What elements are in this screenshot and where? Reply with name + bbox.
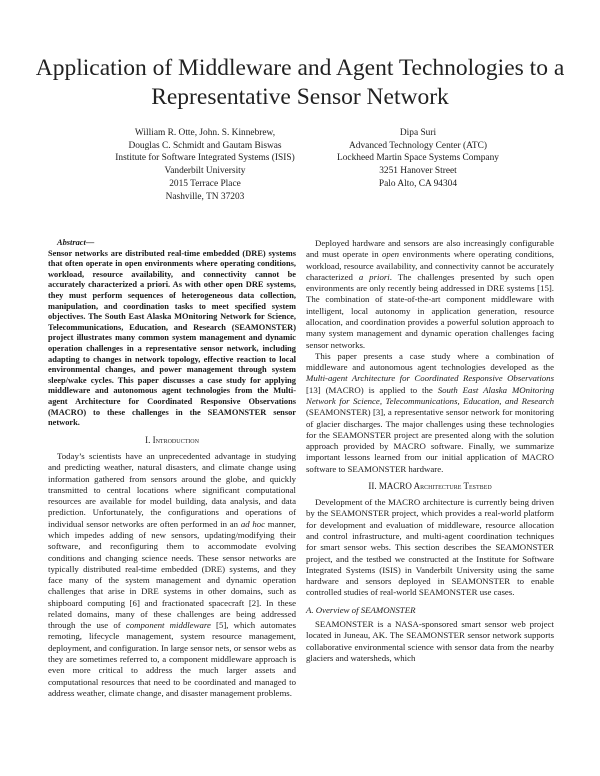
affiliation-line: Institute for Software Integrated Systems (ISIS) [115, 153, 295, 164]
text-run: Today’s scientists have an unprecedented advantage in studying and predicting weather, natural disasters, and climate change using information gathered from sensors around the globe, and quickly transmitted to central locations where significant computational resources are available for model building, data analysis, and data prediction. Unfortunately, the configurations and operations of individual sensor networks are often performed in an [48, 450, 296, 529]
abstract-label: Abstract [57, 238, 86, 247]
affiliation-line: Lockheed Martin Space Systems Company [337, 153, 499, 164]
address-line: Nashville, TN 37203 [165, 191, 245, 202]
text-run: (SEAMONSTER) [3], a representative sensor network for monitoring of glacier discharges. The major challenges using these technologies for the SEAMONSTER project are presented along with the solution approach provided by MACRO software. Finally, we summarize important lessons learned from our initial application of MACRO software to SEAMONSTER hardware. [306, 407, 554, 474]
left-column [48, 238, 296, 699]
intro-paragraph [48, 451, 296, 699]
body-paragraph: SEAMONSTER is a NASA-sponsored smart sensor web project located in Juneau, AK. The SEAMONSTER sensor network supports collaborative environmental science with sensor data from the nearby glaciers and watersheds, which [306, 619, 554, 663]
author-line: Douglas C. Schmidt and Gautam Biswas [128, 140, 282, 151]
text-run: environments where operating conditions, workload, resource availability, and connectivity cannot be accurately characterized [306, 249, 554, 282]
emphasis: ad hoc [240, 518, 266, 529]
emphasis: open [381, 249, 400, 260]
emphasis: component middleware [125, 620, 211, 631]
text-run: Deployed hardware and sensors are also increasingly configurable and must operate in [306, 238, 554, 260]
section-heading-introduction: I. Introduction [145, 434, 199, 445]
abstract-text: Sensor networks are distributed real-time embedded (DRE) systems that often operate in open environments where operating conditions, workload, resource availability, and connectivity cannot be accurately characterized a priori. As with other open DRE systems, they must perform sequences of heterogeneous data collection, manipulation, and coordination tasks to meet specified system objectives. The South East Alaska MOnitoring Network for Science, Telecommunications, Education, and Research (SEAMONSTER) project illustrates many common system management and dynamic operation challenges in a representative sensor network, including adapting to changes in network topology, effective reaction to local environmental changes, and power management through system sleep/wake cycles. This paper discusses a case study for applying middleware and autonomous agent technologies from the Multi-agent Architecture for Coordinated Responsive Observations (MACRO) to these challenges in the SEAMONSTER sensor network. [48, 248, 296, 428]
author-line: William R. Otte, John. S. Kinnebrew, [134, 128, 276, 138]
address-line: 2015 Terrace Place [169, 178, 241, 189]
affiliation-line: Vanderbilt University [164, 166, 246, 177]
text-run: [13] (MACRO) is applied to the [306, 384, 438, 395]
emphasis: South East Alaska MOnitoring Network for Science, Telecommunications, Education, and Research [306, 384, 554, 406]
authors-left-block [100, 127, 310, 203]
author-line: Dipa Suri [399, 128, 437, 138]
section-heading-testbed: II. MACRO Architecture Testbed [368, 480, 492, 491]
emphasis: a priori [358, 271, 390, 282]
affiliation-line: Advanced Technology Center (ATC) [349, 140, 487, 151]
abstract-dash: — [85, 238, 95, 247]
text-run: [5], which automates remoting, lifecycle management, system resource management, deployment, and configuration. In large sensor nets, or sensor webs as they are sometimes referred to, a component middleware approach is even more critical to address the much larger assets and computational resources that need to be coordinated and managed to address weather, climate change, and disaster management problems. [48, 620, 296, 698]
address-line: Palo Alto, CA 94304 [378, 178, 458, 189]
body-paragraph: Development of the MACRO architecture is currently being driven by the SEAMONSTER project, which provides a real-world platform for development and evaluation of middleware, resource allocation and control infrastructure, and multi-agent coordination techniques for smart sensor webs. This section describes the SEAMONSTER project, and the testbed we constructed at the Institute for Software Integrated Systems (ISIS) in Vanderbilt University using the same hardware and sensors deployed in SEAMONSTER to enable controlled studies of real-world SEAMONSTER use cases. [306, 497, 554, 598]
authors-right-block [318, 127, 518, 191]
text-run: This paper presents a case study where a combination of middleware and autonomous agent technologies developed as the [306, 350, 554, 373]
abstract [48, 238, 296, 429]
body-paragraph [306, 351, 554, 475]
emphasis: Multi-agent Architecture for Coordinated Responsive Observations [306, 373, 554, 384]
right-column [306, 238, 554, 664]
text-run: manner, which impedes adding of new sensors, updating/modifying their software, and reconfiguring them to accommodate evolving conditions and changing science needs. These sensor networks are typically distributed real-time embedded (DRE) systems, and they face many of the system management and dynamic operation challenges that arise in DRE systems in other domains, such as shipboard computing [6] and fractionated spacecraft [2]. In these related domains, many of these challenges are being addressed through the use of [48, 518, 296, 631]
paper-title: Application of Middleware and Agent Technologies to a Representative Sensor Network [35, 55, 565, 110]
subsection-heading: A. Overview of SEAMONSTER [306, 604, 416, 615]
text-run: . The challenges presented by such open environments are only recently being addressed in DRE systems [15]. The combination of state-of-the-art component middleware with intelligent, local autonomy in application generation, resource allocation, and coordination provides a powerful solution approach to many system management and dynamic operation challenges facing sensor networks. [306, 271, 554, 350]
body-paragraph [306, 238, 554, 351]
address-line: 3251 Hanover Street [379, 166, 457, 177]
